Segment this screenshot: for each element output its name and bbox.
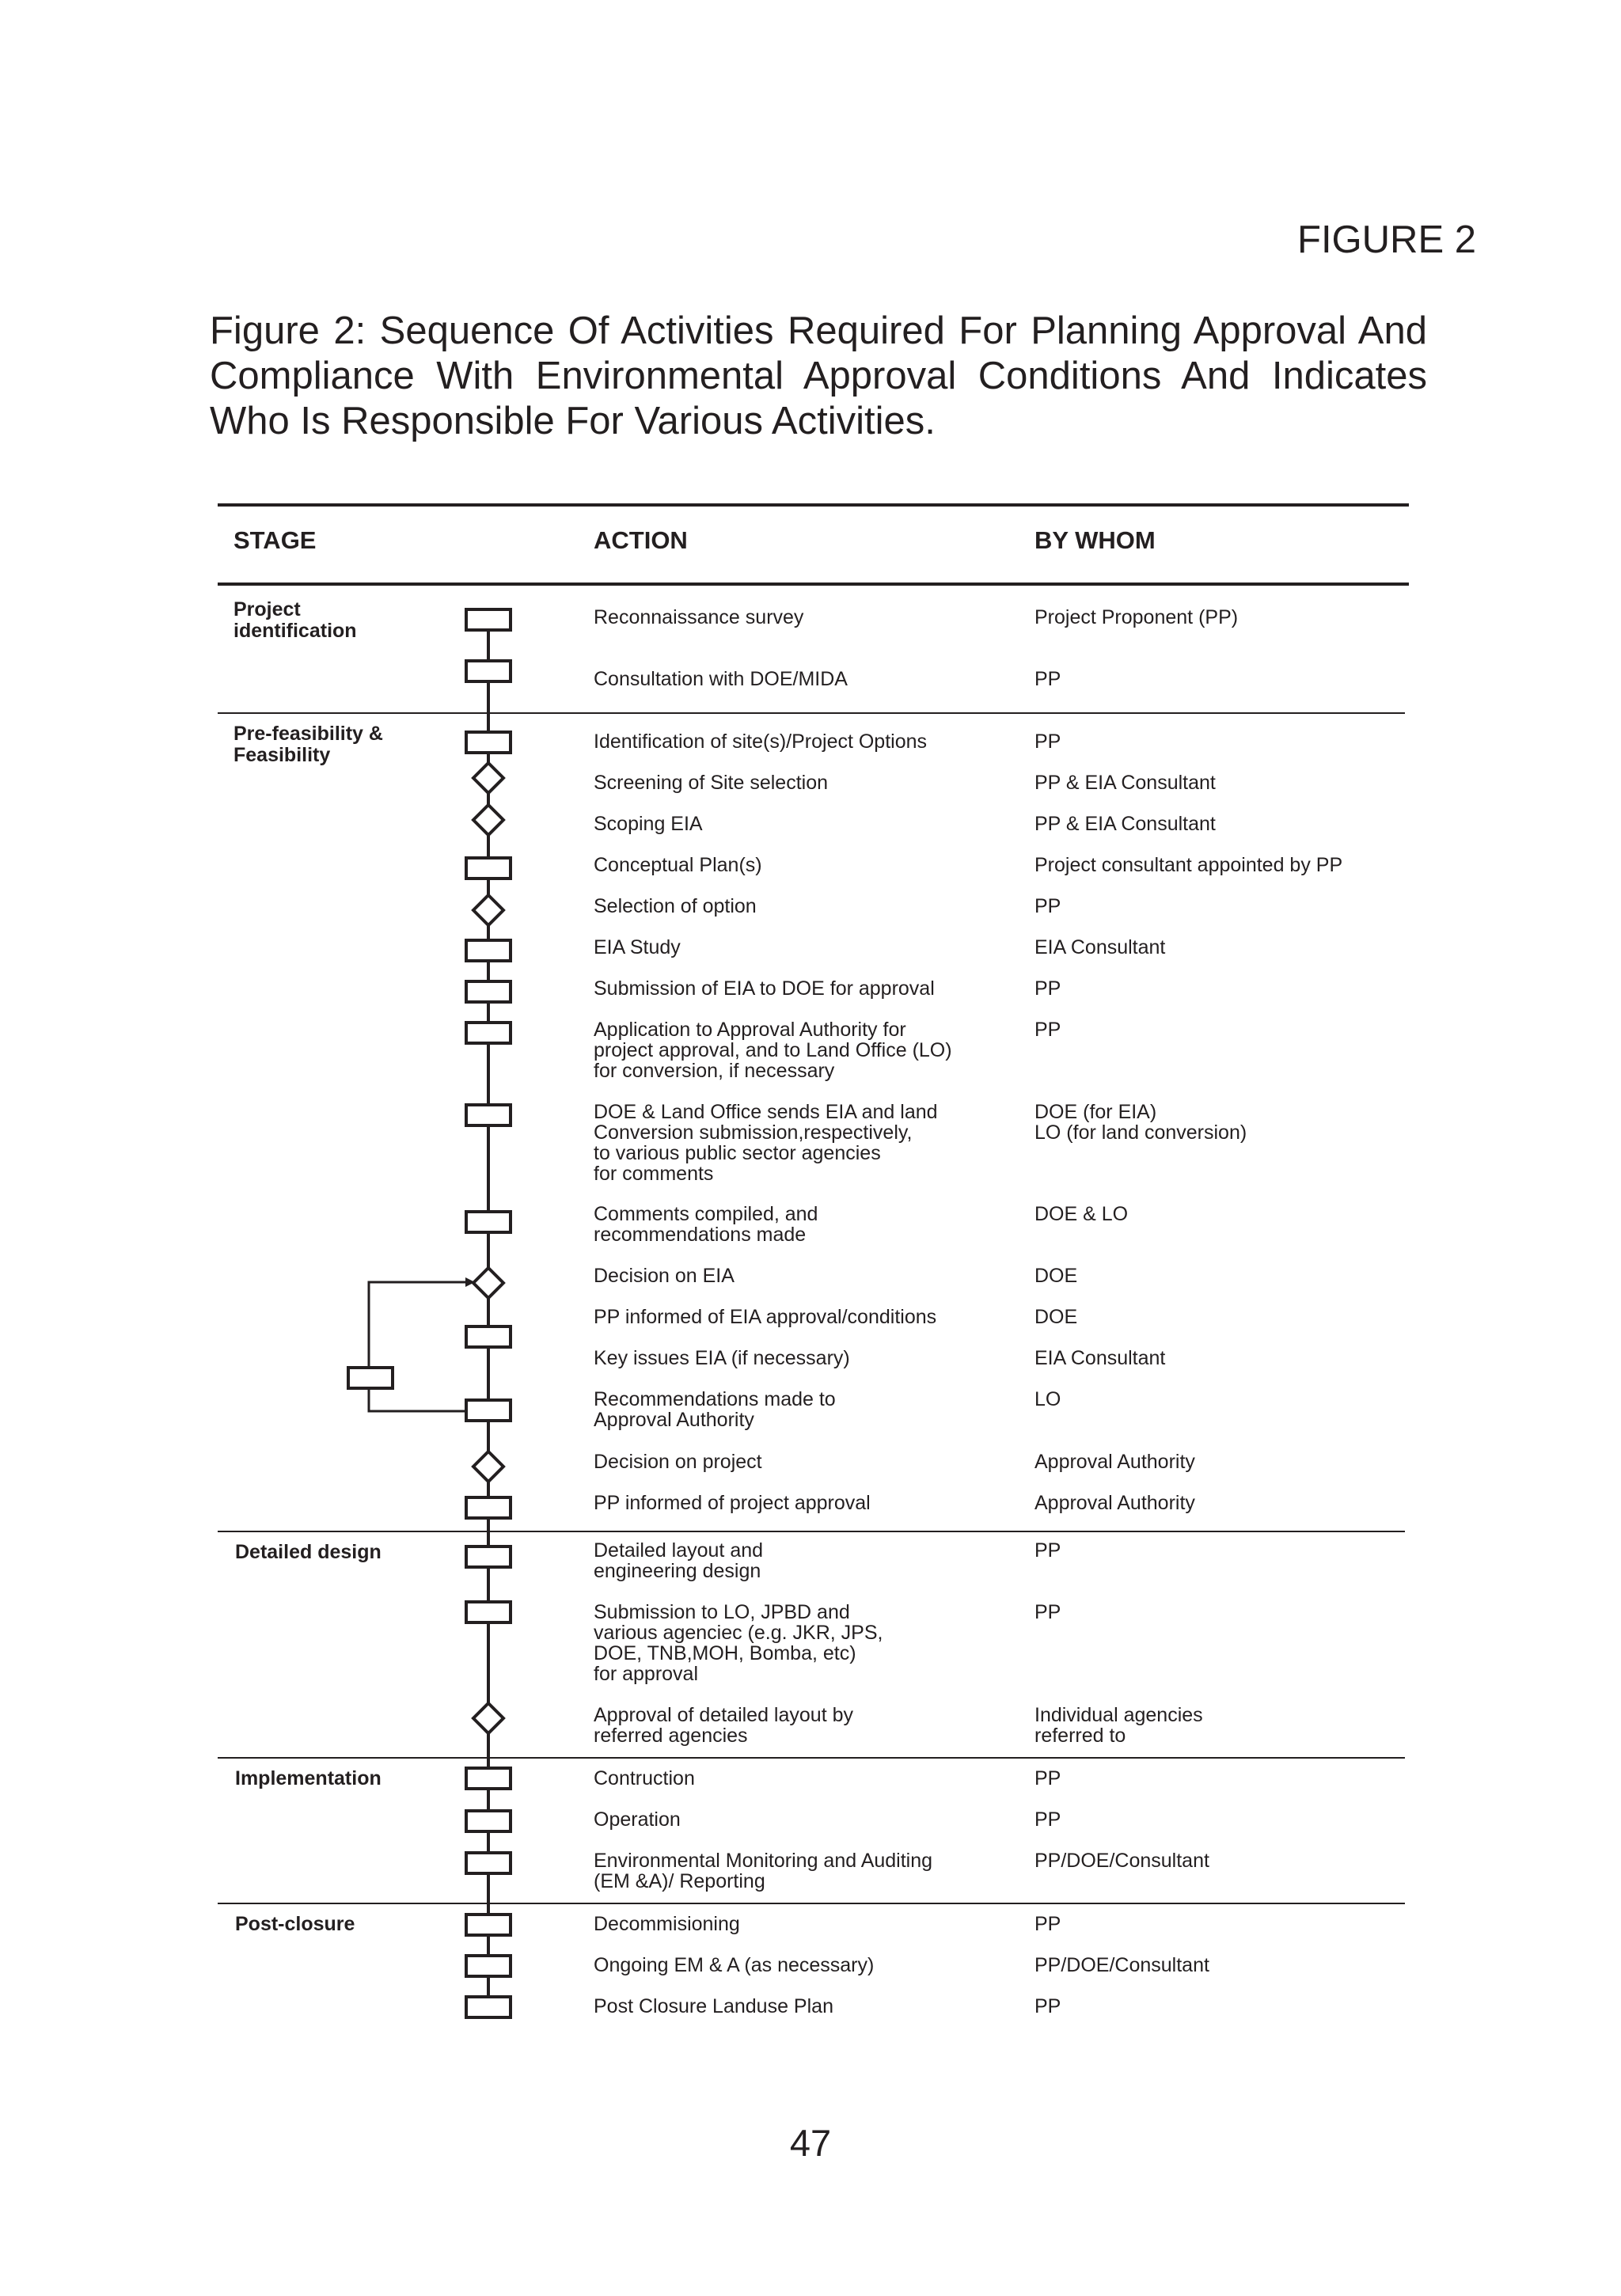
by-whom-cell: PP & EIA Consultant — [1034, 813, 1216, 835]
action-cell: Selection of option — [594, 895, 757, 917]
by-whom-cell: DOE — [1034, 1306, 1078, 1328]
process-box — [466, 1546, 511, 1567]
by-whom-cell: PP — [1034, 1601, 1061, 1623]
by-whom-cell: Approval Authority — [1034, 1451, 1195, 1473]
figure-label: FIGURE 2 — [1297, 218, 1476, 261]
by-whom-cell: PP/DOE/Consultant — [1034, 1954, 1209, 1976]
action-cell: Detailed layout and engineering design — [594, 1539, 764, 1582]
process-box — [466, 1853, 511, 1873]
by-whom-cell: DOE — [1034, 1265, 1078, 1287]
process-box — [466, 1602, 511, 1622]
by-whom-cell: PP — [1034, 1019, 1061, 1041]
process-box — [466, 1212, 511, 1232]
decision-diamond — [473, 895, 503, 925]
action-cell: Ongoing EM & A (as necessary) — [594, 1954, 875, 1976]
process-box — [466, 1768, 511, 1789]
by-whom-cell: PP/DOE/Consultant — [1034, 1850, 1209, 1872]
by-whom-cell: DOE & LO — [1034, 1203, 1129, 1225]
decision-diamond — [473, 1452, 503, 1482]
by-whom-cell: LO — [1034, 1388, 1061, 1410]
process-box — [466, 1326, 511, 1347]
process-box — [466, 661, 511, 681]
action-cell: Identification of site(s)/Project Options — [594, 731, 928, 753]
decision-diamond — [473, 1268, 503, 1298]
by-whom-cell: Approval Authority — [1034, 1492, 1195, 1514]
action-cell: DOE & Land Office sends EIA and land Conversion submission,respectively, to various public sector agencies for comments — [594, 1101, 938, 1185]
action-cell: Scoping EIA — [594, 813, 703, 835]
action-cell: Recommendations made to Approval Authority — [594, 1388, 836, 1431]
page-number: 47 — [789, 2122, 832, 2164]
by-whom-cell: PP — [1034, 895, 1061, 917]
feedback-loop-line — [369, 1282, 475, 1411]
process-box — [466, 609, 511, 630]
stage-project-identification: Project identification — [233, 598, 357, 642]
figure-caption: Figure 2: Sequence Of Activities Required For Planning Approval And Compliance With Environmental Approval Conditions And Indicates Who Is Responsible For Various Activities. — [210, 309, 1427, 442]
action-cell: Submission to LO, JPBD and various agenciec (e.g. JKR, JPS, DOE, TNB,MOH, Bomba, etc) for approval — [594, 1601, 883, 1685]
process-box — [466, 1956, 511, 1976]
process-box — [466, 1997, 511, 2017]
by-whom-cell: Project Proponent (PP) — [1034, 606, 1239, 628]
decision-diamond — [473, 763, 503, 793]
stage-detailed-design: Detailed design — [235, 1541, 382, 1563]
by-whom-cell: Project consultant appointed by PP — [1034, 854, 1343, 876]
action-cell: Consultation with DOE/MIDA — [594, 668, 848, 690]
action-cell: Decision on EIA — [594, 1265, 735, 1287]
by-whom-cell: PP — [1034, 1808, 1061, 1831]
action-cell: Operation — [594, 1808, 681, 1831]
action-cell: Environmental Monitoring and Auditing (EM &A)/ Reporting — [594, 1850, 933, 1892]
header-action: ACTION — [594, 526, 688, 554]
key-issues-box — [348, 1368, 393, 1388]
action-cell: Application to Approval Authority for project approval, and to Land Office (LO) for conversion, if necessary — [594, 1019, 952, 1082]
action-cell: Key issues EIA (if necessary) — [594, 1347, 850, 1369]
process-box — [466, 1105, 511, 1125]
header-stage: STAGE — [233, 526, 317, 554]
process-box — [466, 858, 511, 879]
stage-pre-feasibility: Pre-feasibility & Feasibility — [233, 723, 383, 766]
action-cell: Post Closure Landuse Plan — [594, 1995, 833, 2017]
by-whom-cell: EIA Consultant — [1034, 936, 1166, 958]
process-box — [466, 732, 511, 753]
by-whom-cell: PP — [1034, 1913, 1061, 1935]
decision-diamond — [473, 805, 503, 835]
action-cell: Decommisioning — [594, 1913, 740, 1935]
stage-implementation: Implementation — [235, 1767, 382, 1789]
stage-post-closure: Post-closure — [235, 1913, 355, 1935]
action-cell: Approval of detailed layout by referred agencies — [594, 1704, 853, 1747]
action-cell: Comments compiled, and recommendations made — [594, 1203, 818, 1246]
action-cell: PP informed of project approval — [594, 1492, 871, 1514]
by-whom-cell: EIA Consultant — [1034, 1347, 1166, 1369]
process-box — [466, 981, 511, 1002]
action-cell: EIA Study — [594, 936, 681, 958]
process-box — [466, 1811, 511, 1831]
by-whom-cell: PP — [1034, 977, 1061, 1000]
process-box — [466, 1497, 511, 1518]
action-cell: Submission of EIA to DOE for approval — [594, 977, 935, 1000]
action-cell: Conceptual Plan(s) — [594, 854, 762, 876]
by-whom-cell: PP — [1034, 731, 1061, 753]
by-whom-cell: PP — [1034, 1767, 1061, 1789]
process-box — [466, 1400, 511, 1421]
action-cell: Screening of Site selection — [594, 772, 829, 794]
action-cell: Decision on project — [594, 1451, 762, 1473]
by-whom-cell: PP & EIA Consultant — [1034, 772, 1216, 794]
header-by-whom: BY WHOM — [1034, 526, 1156, 554]
by-whom-cell: PP — [1034, 1995, 1061, 2017]
by-whom-cell: Individual agencies referred to — [1034, 1704, 1203, 1747]
process-box — [466, 940, 511, 961]
action-cell: PP informed of EIA approval/conditions — [594, 1306, 937, 1328]
action-cell: Reconnaissance survey — [594, 606, 804, 628]
process-box — [466, 1023, 511, 1043]
process-box — [466, 1915, 511, 1935]
by-whom-cell: PP — [1034, 1539, 1061, 1562]
by-whom-cell: DOE (for EIA) LO (for land conversion) — [1034, 1101, 1247, 1144]
decision-diamond — [473, 1703, 503, 1733]
action-cell: Contruction — [594, 1767, 695, 1789]
by-whom-cell: PP — [1034, 668, 1061, 690]
